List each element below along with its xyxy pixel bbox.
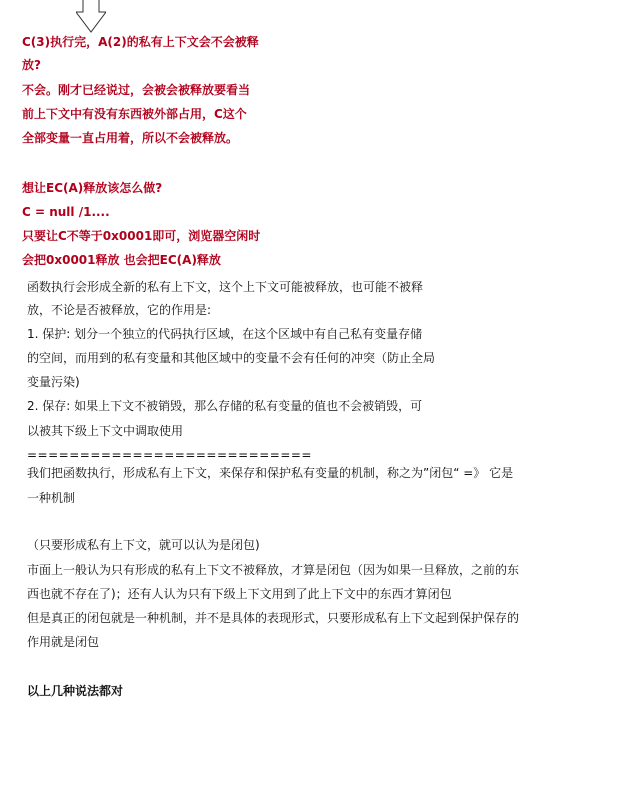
- note-line-8: 只要让C不等于0x0001即可，浏览器空闲时: [22, 229, 261, 243]
- note-line-5: 全部变量一直占用着，所以不会被释放。: [22, 131, 239, 145]
- note-line-9: 会把0x0001释放 也会把EC(A)释放: [22, 253, 221, 267]
- note-line-3: 不会。刚才已经说过，会被会被释放要看当: [22, 83, 251, 97]
- body-line-9: 一种机制: [27, 491, 76, 505]
- body-line-8: 我们把函数执行，形成私有上下文，来保存和保护私有变量的机制，称之为”闭包“ =》 它是: [27, 466, 514, 480]
- body-line-10: （只要形成私有上下文，就可以认为是闭包): [27, 538, 260, 552]
- note-line-7: C = null /1....: [22, 205, 110, 219]
- note-line-2: 放?: [22, 58, 41, 72]
- body-line-15: 以上几种说法都对: [27, 684, 124, 698]
- note-line-6: 想让EC(A)释放该怎么做?: [22, 181, 163, 195]
- body-line-5: 变量污染): [27, 375, 80, 389]
- separator-line: ===========================: [27, 448, 312, 462]
- body-line-3: 1. 保护: 划分一个独立的代码执行区域，在这个区域中有自己私有变量存储: [27, 327, 423, 341]
- body-line-2: 放，不论是否被释放，它的作用是:: [27, 303, 212, 317]
- body-line-1: 函数执行会形成全新的私有上下文，这个上下文可能被释放，也可能不被释: [27, 280, 424, 294]
- body-line-4: 的空间，而用到的私有变量和其他区域中的变量不会有任何的冲突（防止全局: [27, 351, 436, 365]
- note-line-4: 前上下文中有没有东西被外部占用，C这个: [22, 107, 247, 121]
- body-line-12: 西也就不存在了)；还有人认为只有下级上下文用到了此上下文中的东西才算闭包: [27, 587, 452, 601]
- body-line-7: 以被其下级上下文中调取使用: [27, 424, 184, 438]
- down-arrow-icon: [76, 0, 106, 34]
- body-line-13: 但是真正的闭包就是一种机制，并不是具体的表现形式，只要形成私有上下文起到保护保存的: [27, 611, 520, 625]
- body-line-11: 市面上一般认为只有形成的私有上下文不被释放，才算是闭包（因为如果一旦释放，之前的东: [27, 563, 520, 577]
- body-line-14: 作用就是闭包: [27, 635, 100, 649]
- note-line-1: C(3)执行完，A(2)的私有上下文会不会被释: [22, 35, 259, 49]
- body-line-6: 2. 保存: 如果上下文不被销毁，那么存储的私有变量的值也不会被销毁，可: [27, 399, 423, 413]
